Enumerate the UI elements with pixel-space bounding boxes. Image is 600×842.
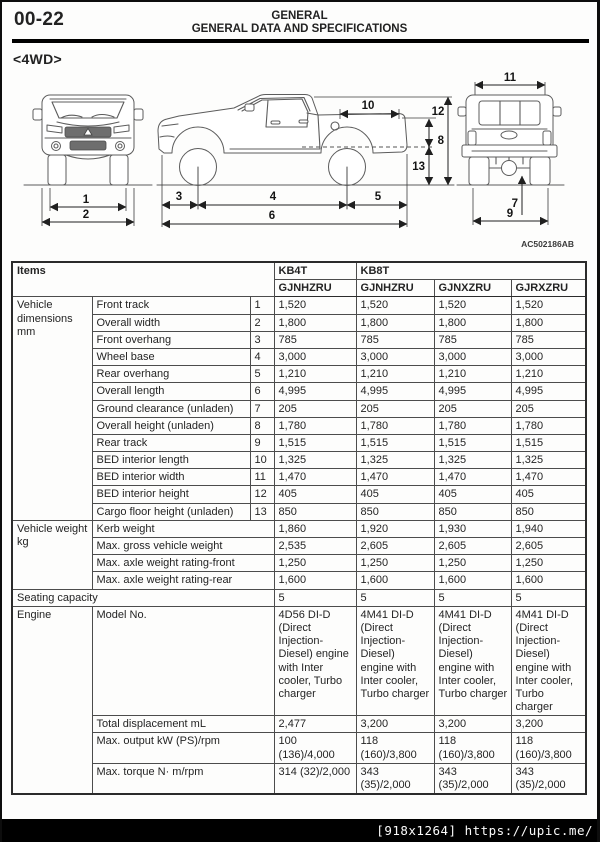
value-cell: 205 [511, 400, 586, 417]
value-cell: 1,325 [356, 452, 434, 469]
item-label-cell: Kerb weight [92, 520, 274, 537]
model-code: GJNHZRU [356, 280, 434, 297]
callout-number-cell: 13 [250, 503, 274, 520]
value-cell: 1,800 [356, 314, 434, 331]
value-cell: 405 [511, 486, 586, 503]
value-cell: 343 (35)/2,000 [511, 763, 586, 794]
value-cell: 1,800 [274, 314, 356, 331]
item-label-cell: Overall length [92, 383, 250, 400]
value-cell: 3,000 [434, 348, 511, 365]
value-cell: 1,600 [274, 572, 356, 589]
value-cell: 3,200 [434, 716, 511, 733]
header-titles [2, 10, 597, 36]
value-cell: 1,250 [511, 555, 586, 572]
value-cell: 850 [274, 503, 356, 520]
group-cell: Vehicle weight kg [12, 520, 92, 589]
rear-view-drawing [457, 72, 564, 225]
table-row [12, 469, 586, 486]
value-cell: 4,995 [356, 383, 434, 400]
item-label-cell: Wheel base [92, 348, 250, 365]
group-cell: Engine [12, 606, 92, 794]
table-row [12, 400, 586, 417]
value-cell: 1,860 [274, 520, 356, 537]
table-row [12, 520, 586, 537]
value-cell: 405 [356, 486, 434, 503]
value-cell: 1,210 [511, 366, 586, 383]
side-view-drawing [157, 95, 454, 228]
value-cell: 1,515 [356, 434, 434, 451]
column-group-kb8t: KB8T [356, 262, 586, 280]
value-cell: 118 (160)/3,800 [511, 733, 586, 763]
value-cell: 1,520 [511, 297, 586, 314]
page-number: 00-22 [14, 9, 65, 30]
callout-number-cell: 1 [250, 297, 274, 314]
table-row [12, 606, 586, 716]
value-cell: 1,325 [274, 452, 356, 469]
dimension-callout-7: 7 [511, 198, 518, 210]
model-code: GJNHZRU [274, 280, 356, 297]
value-cell: 343 (35)/2,000 [356, 763, 434, 794]
value-cell: 1,600 [356, 572, 434, 589]
front-view-drawing [24, 95, 152, 226]
value-cell: 1,470 [356, 469, 434, 486]
value-cell: 1,325 [434, 452, 511, 469]
value-cell: 1,470 [434, 469, 511, 486]
value-cell: 1,515 [434, 434, 511, 451]
drivetrain-label: <4WD> [13, 51, 62, 67]
item-label-cell: Max. axle weight rating-front [92, 555, 274, 572]
table-header-row [12, 262, 586, 280]
callout-number-cell: 6 [250, 383, 274, 400]
item-label-cell: Rear track [92, 434, 250, 451]
value-cell: 118 (160)/3,800 [356, 733, 434, 763]
item-label-cell: Ground clearance (unladen) [92, 400, 250, 417]
specifications-table [11, 261, 587, 795]
value-cell: 205 [434, 400, 511, 417]
value-cell: 1,780 [511, 417, 586, 434]
callout-number-cell: 5 [250, 366, 274, 383]
group-cell: Seating capacity [12, 589, 274, 606]
value-cell: 1,210 [274, 366, 356, 383]
value-cell: 785 [356, 331, 434, 348]
value-cell: 314 (32)/2,000 [274, 763, 356, 794]
callout-number-cell: 4 [250, 348, 274, 365]
value-cell: 1,250 [356, 555, 434, 572]
callout-number-cell: 7 [250, 400, 274, 417]
value-cell: 2,535 [274, 538, 356, 555]
table-row [12, 555, 586, 572]
dimension-callout-8: 8 [437, 135, 444, 147]
value-cell: 405 [434, 486, 511, 503]
value-cell: 3,000 [274, 348, 356, 365]
value-cell: 100 (136)/4,000 [274, 733, 356, 763]
value-cell: 1,920 [356, 520, 434, 537]
value-cell: 3,000 [356, 348, 434, 365]
section-subtitle: GENERAL DATA AND SPECIFICATIONS [191, 23, 408, 36]
table-row [12, 589, 586, 606]
value-cell: 1,600 [511, 572, 586, 589]
value-cell: 5 [356, 589, 434, 606]
value-cell: 1,325 [511, 452, 586, 469]
value-cell: 5 [274, 589, 356, 606]
table-row [12, 716, 586, 733]
value-cell: 1,780 [274, 417, 356, 434]
value-cell: 205 [274, 400, 356, 417]
value-cell: 1,515 [274, 434, 356, 451]
dimension-callout-6: 6 [268, 210, 276, 222]
value-cell: 4,995 [434, 383, 511, 400]
dimension-callout-3: 3 [175, 191, 183, 203]
value-cell: 1,515 [511, 434, 586, 451]
watermark-text: [918x1264] https://upic.me/ [376, 823, 593, 838]
dimension-callout-10: 10 [361, 100, 375, 112]
model-code: GJRXZRU [511, 280, 586, 297]
value-cell: 118 (160)/3,800 [434, 733, 511, 763]
table-row [12, 733, 586, 763]
value-cell: 4M41 DI-D (Direct Injection-Diesel) engine with Inter cooler, Turbo charger [434, 606, 511, 716]
table-row [12, 503, 586, 520]
item-label-cell: Cargo floor height (unladen) [92, 503, 250, 520]
item-label-cell: BED interior width [92, 469, 250, 486]
item-label-cell: BED interior length [92, 452, 250, 469]
value-cell: 1,470 [274, 469, 356, 486]
page-header [2, 2, 597, 36]
value-cell: 4D56 DI-D (Direct Injection-Diesel) engine with Inter cooler, Turbo charger [274, 606, 356, 716]
section-title: GENERAL [271, 10, 328, 22]
table-row [12, 366, 586, 383]
value-cell: 1,600 [434, 572, 511, 589]
item-label-cell: Max. torque N· m/rpm [92, 763, 274, 794]
value-cell: 5 [434, 589, 511, 606]
value-cell: 2,605 [356, 538, 434, 555]
value-cell: 3,000 [511, 348, 586, 365]
dimension-callout-4: 4 [269, 191, 277, 203]
item-label-cell: Front track [92, 297, 250, 314]
callout-number-cell: 11 [250, 469, 274, 486]
value-cell: 2,477 [274, 716, 356, 733]
item-label-cell: Max. axle weight rating-rear [92, 572, 274, 589]
value-cell: 2,605 [511, 538, 586, 555]
spec-table-body [12, 297, 586, 794]
value-cell: 1,800 [511, 314, 586, 331]
value-cell: 1,780 [434, 417, 511, 434]
dimension-diagram [2, 69, 598, 256]
table-row [12, 417, 586, 434]
value-cell: 850 [511, 503, 586, 520]
callout-number-cell: 2 [250, 314, 274, 331]
table-row [12, 383, 586, 400]
table-row [12, 572, 586, 589]
value-cell: 4,995 [511, 383, 586, 400]
callout-number-cell: 9 [250, 434, 274, 451]
item-label-cell: Overall width [92, 314, 250, 331]
dimension-callout-2: 2 [82, 209, 90, 221]
items-header: Items [12, 262, 274, 297]
value-cell: 1,470 [511, 469, 586, 486]
model-code: GJNXZRU [434, 280, 511, 297]
value-cell: 785 [434, 331, 511, 348]
value-cell: 3,200 [356, 716, 434, 733]
figure-code: AC502186AB [521, 239, 574, 249]
value-cell: 1,800 [434, 314, 511, 331]
value-cell: 1,250 [434, 555, 511, 572]
value-cell: 3,200 [511, 716, 586, 733]
item-label-cell: Max. gross vehicle weight [92, 538, 274, 555]
value-cell: 1,250 [274, 555, 356, 572]
dimension-callout-1: 1 [82, 194, 90, 206]
item-label-cell: BED interior height [92, 486, 250, 503]
header-rule [12, 39, 589, 43]
value-cell: 205 [356, 400, 434, 417]
dimension-callout-5: 5 [374, 191, 382, 203]
table-row [12, 538, 586, 555]
value-cell: 785 [511, 331, 586, 348]
dimension-callout-11: 11 [503, 72, 517, 84]
item-label-cell: Max. output kW (PS)/rpm [92, 733, 274, 763]
table-row [12, 314, 586, 331]
value-cell: 785 [274, 331, 356, 348]
table-row [12, 348, 586, 365]
table-row [12, 452, 586, 469]
value-cell: 1,780 [356, 417, 434, 434]
dimension-callout-9: 9 [506, 208, 514, 220]
value-cell: 1,210 [356, 366, 434, 383]
table-row [12, 763, 586, 794]
table-row [12, 486, 586, 503]
value-cell: 4,995 [274, 383, 356, 400]
value-cell: 1,940 [511, 520, 586, 537]
value-cell: 1,520 [434, 297, 511, 314]
value-cell: 1,520 [356, 297, 434, 314]
item-label-cell: Model No. [92, 606, 274, 716]
column-group-kb4t: KB4T [274, 262, 356, 280]
callout-number-cell: 8 [250, 417, 274, 434]
value-cell: 850 [434, 503, 511, 520]
item-label-cell: Front overhang [92, 331, 250, 348]
item-label-cell: Total displacement mL [92, 716, 274, 733]
table-row [12, 434, 586, 451]
item-label-cell: Overall height (unladen) [92, 417, 250, 434]
value-cell: 1,930 [434, 520, 511, 537]
callout-number-cell: 12 [250, 486, 274, 503]
value-cell: 2,605 [434, 538, 511, 555]
item-label-cell: Rear overhang [92, 366, 250, 383]
table-row [12, 297, 586, 314]
value-cell: 4M41 DI-D (Direct Injection-Diesel) engine with Inter cooler, Turbo charger [356, 606, 434, 716]
callout-number-cell: 3 [250, 331, 274, 348]
callout-number-cell: 10 [250, 452, 274, 469]
value-cell: 343 (35)/2,000 [434, 763, 511, 794]
watermark-bar [0, 819, 600, 842]
value-cell: 850 [356, 503, 434, 520]
table-row [12, 331, 586, 348]
value-cell: 405 [274, 486, 356, 503]
dimension-callout-13: 13 [412, 161, 425, 173]
value-cell: 1,210 [434, 366, 511, 383]
value-cell: 5 [511, 589, 586, 606]
value-cell: 4M41 DI-D (Direct Injection-Diesel) engine with Inter cooler, Turbo charger [511, 606, 586, 716]
group-cell: Vehicle dimensions mm [12, 297, 92, 520]
dimension-callout-12: 12 [431, 106, 445, 118]
value-cell: 1,520 [274, 297, 356, 314]
